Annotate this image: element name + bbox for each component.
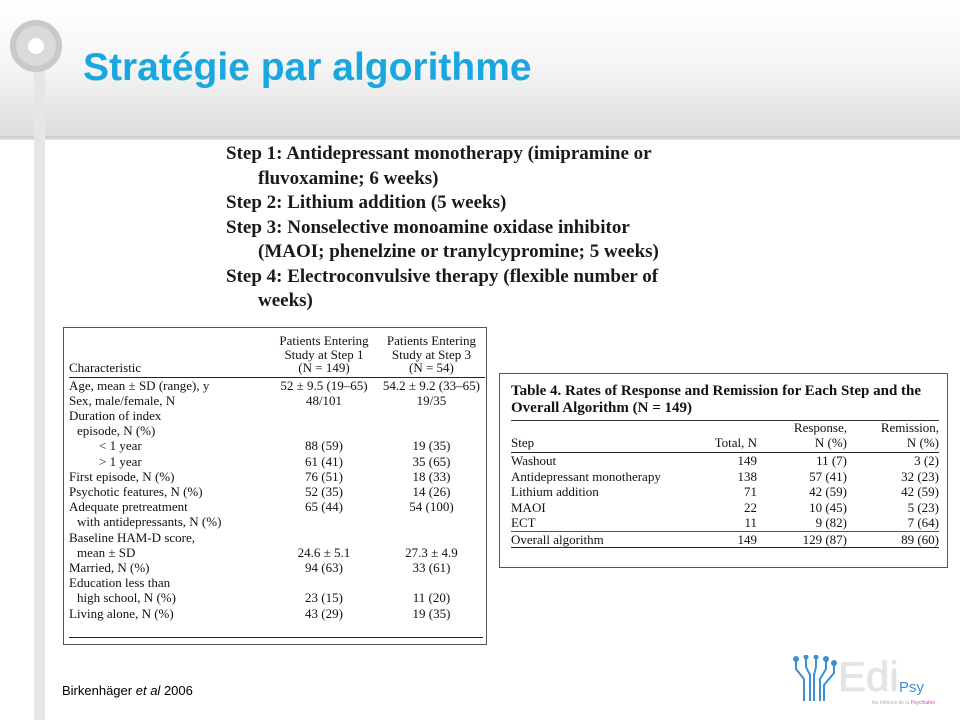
citation: Birkenhäger et al 2006 bbox=[62, 683, 193, 698]
step-label: Step 3: bbox=[226, 216, 283, 238]
table-row: < 1 year 88 (59) 19 (35) bbox=[99, 438, 451, 454]
decorative-ring-icon bbox=[10, 20, 62, 72]
table-row: high school, N (%) 23 (15) 11 (20) bbox=[77, 590, 451, 606]
logo-brand: Edi bbox=[838, 653, 899, 700]
column-header-step: Step bbox=[511, 434, 535, 450]
table-row: Antidepressant monotherapy 138 57 (41) 32 (23) bbox=[511, 468, 939, 484]
header-divider bbox=[0, 136, 960, 138]
table-row-overall: Overall algorithm 149 129 (87) 89 (60) bbox=[511, 531, 939, 547]
table-row: Age, mean ± SD (range), y 52 ± 9.5 (19–65) 54.2 ± 9.2 (33–65) bbox=[69, 377, 480, 393]
step-text: Antidepressant monotherapy (imipramine or fluvoxamine; 6 weeks) bbox=[258, 143, 652, 189]
column-header-response: Response, N (%) bbox=[793, 420, 847, 450]
table-row: with antidepressants, N (%) bbox=[77, 514, 222, 530]
step-item bbox=[226, 191, 696, 216]
decorative-vertical-bar bbox=[34, 60, 45, 720]
algorithm-steps bbox=[226, 142, 696, 314]
table-row: Duration of index bbox=[69, 407, 162, 423]
step-text: Electroconvulsive therapy (flexible number of weeks) bbox=[258, 265, 659, 311]
column-header-total: Total, N bbox=[714, 434, 757, 450]
column-header-step1: Patients Entering Study at Step 1 (N = 149) bbox=[279, 333, 369, 375]
table-row: MAOI 22 10 (45) 5 (23) bbox=[511, 499, 939, 515]
column-header-step3: Patients Entering Study at Step 3 (N = 54) bbox=[386, 333, 477, 375]
table-row: Lithium addition 71 42 (59) 42 (59) bbox=[511, 484, 939, 499]
table-row: episode, N (%) bbox=[77, 423, 156, 439]
table-row: First episode, N (%) 76 (51) 18 (33) bbox=[69, 468, 451, 484]
step-item bbox=[226, 265, 696, 314]
table-row: mean ± SD 24.6 ± 5.1 27.3 ± 4.9 bbox=[77, 544, 458, 560]
column-header-remission: Remission, N (%) bbox=[880, 420, 939, 450]
table-row: Adequate pretreatment 65 (44) 54 (100) bbox=[69, 499, 454, 515]
table-row: Psychotic features, N (%) 52 (35) 14 (26) bbox=[69, 483, 451, 499]
table-header-row bbox=[511, 421, 939, 453]
table-caption: Table 4. Rates of Response and Remission for Each Step and the Overall Algorithm (N = 149) bbox=[511, 383, 922, 416]
table-row: Sex, male/female, N 48/101 19/35 bbox=[69, 392, 447, 408]
step-text: Lithium addition (5 weeks) bbox=[287, 192, 507, 213]
column-header-characteristic: Characteristic bbox=[69, 360, 142, 375]
logo-brand-suffix: Psy bbox=[899, 679, 925, 696]
table-row: ECT 11 9 (82) 7 (64) bbox=[511, 515, 939, 530]
step-label: Step 2: bbox=[226, 192, 283, 213]
table-row: Married, N (%) 94 (63) 33 (61) bbox=[69, 559, 451, 575]
table-row: Education less than bbox=[69, 575, 171, 591]
table-bottom-rule bbox=[69, 637, 483, 638]
step-item bbox=[226, 216, 696, 265]
slide-title: Stratégie par algorithme bbox=[83, 46, 532, 89]
edipsy-logo bbox=[790, 653, 950, 713]
table-row: > 1 year 61 (41) 35 (65) bbox=[99, 453, 451, 469]
table-row: Baseline HAM-D score, bbox=[69, 529, 195, 545]
table-header-row bbox=[69, 334, 485, 377]
patient-characteristics-table bbox=[63, 327, 487, 645]
step-text: Nonselective monoamine oxidase inhibitor (MAOI; phenelzine or tranylcypromine; 5 weeks) bbox=[258, 216, 659, 262]
step-item bbox=[226, 142, 696, 191]
response-remission-table bbox=[499, 373, 948, 568]
table-row: Living alone, N (%) 43 (29) 19 (35) bbox=[69, 605, 451, 621]
logo-tagline: les éditions de la Psychiatrie bbox=[872, 700, 936, 706]
circuit-icon bbox=[790, 655, 838, 705]
step-label: Step 1: bbox=[226, 143, 283, 164]
step-label: Step 4: bbox=[226, 265, 283, 287]
table-row: Washout 149 11 (7) 3 (2) bbox=[511, 453, 939, 468]
